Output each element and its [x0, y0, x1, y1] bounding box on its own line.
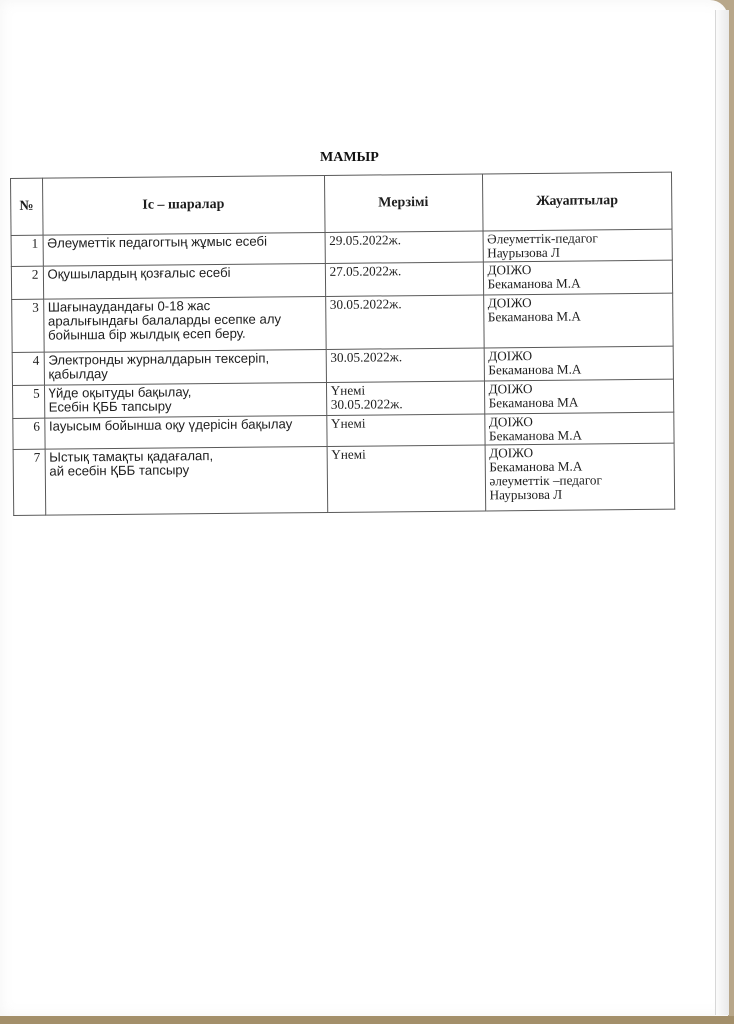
activity-line: қабылдау	[48, 366, 108, 382]
deadline-line: 30.05.2022ж.	[330, 396, 403, 412]
responsible-cell	[485, 443, 675, 511]
responsible-cell	[483, 293, 673, 348]
responsible-line: Бекаманова М.А	[487, 308, 581, 325]
responsible-line: Бекаманова М.А	[487, 275, 581, 292]
row-number: 2	[11, 266, 43, 299]
column-header-responsible: Жауаптылар	[482, 172, 672, 231]
deadline-line: 30.05.2022ж.	[329, 296, 402, 312]
activity-line: Әлеуметтік педагогтың жұмыс есебі	[47, 233, 268, 251]
responsible-line: ДОІЖО	[488, 347, 533, 364]
deadline-cell	[325, 231, 483, 264]
column-header-number: №	[11, 178, 43, 235]
activity-line: Оқушылардың қозғалыс есебі	[47, 264, 231, 282]
desk-background	[0, 1016, 734, 1024]
responsible-line: Бекаманова М.А	[488, 427, 583, 444]
deadline-line: Үнемі	[330, 382, 366, 398]
activity-line: бойынша бір жылдық есеп беру.	[48, 325, 246, 343]
activity-line: Есебін ҚББ тапсыру	[48, 398, 172, 415]
responsible-line: Наурызова Л	[489, 486, 563, 503]
table-row	[13, 443, 675, 515]
deadline-line: 29.05.2022ж.	[329, 232, 402, 248]
deadline-cell	[325, 262, 483, 297]
responsible-line: Бекаманова МА	[488, 394, 579, 411]
responsible-cell	[484, 379, 674, 414]
row-number: 5	[12, 385, 44, 418]
responsible-cell	[484, 412, 674, 445]
plan-table	[10, 172, 675, 516]
activity-line: Шағынаудандағы 0-18 жас	[47, 298, 211, 315]
responsible-line: ДОІЖО	[488, 380, 533, 397]
activity-cell	[44, 415, 326, 449]
activity-line: ай есебін ҚББ тапсыру	[49, 462, 190, 479]
deadline-line: Үнемі	[330, 415, 366, 431]
deadline-cell	[325, 295, 483, 350]
row-number: 3	[12, 299, 44, 352]
activity-cell	[44, 382, 326, 418]
row-number: 7	[13, 449, 45, 515]
deadline-cell	[326, 381, 484, 416]
responsible-line: ДОІЖО	[488, 413, 533, 430]
column-header-activities: Іс – шаралар	[42, 175, 325, 235]
activity-cell	[45, 446, 328, 515]
table-row	[12, 293, 673, 352]
document-title: МАМЫР	[320, 150, 379, 165]
responsible-line: Наурызова Л	[487, 244, 560, 261]
responsible-line: әлеуметтік –педагог	[489, 472, 602, 489]
row-number: 6	[13, 418, 45, 449]
deadline-line: 30.05.2022ж.	[330, 349, 403, 365]
activity-line: Іауысым бойынша оқу үдерісін бақылау	[48, 416, 293, 434]
deadline-cell	[326, 348, 484, 383]
deadline-line: 27.05.2022ж.	[329, 263, 402, 279]
responsible-line: Бекаманова М.А	[489, 458, 583, 475]
activity-line: Ыстық тамақты қадағалап,	[49, 448, 214, 465]
activity-line: Үйде оқытуды бақылау,	[48, 384, 192, 401]
activity-cell	[43, 263, 325, 299]
deadline-cell	[326, 414, 484, 447]
responsible-line: ДОІЖО	[487, 262, 532, 278]
activity-cell	[43, 232, 325, 266]
activity-cell	[43, 296, 326, 352]
responsible-line: ДОІЖО	[489, 444, 534, 461]
deadline-cell	[327, 445, 486, 513]
deadline-line: Үнемі	[331, 446, 366, 462]
responsible-cell	[483, 229, 673, 262]
activity-line: Электронды журналдарын тексеріп,	[48, 350, 270, 368]
column-header-deadline: Мерзімі	[324, 174, 482, 233]
paper-edge	[715, 10, 729, 1015]
activity-cell	[44, 349, 326, 385]
row-number: 4	[12, 352, 44, 385]
responsible-line: Бекаманова М.А	[488, 361, 582, 378]
responsible-line: ДОІЖО	[487, 294, 532, 311]
responsible-cell	[484, 346, 674, 381]
activity-line: аралығындағы балаларды есепке алу	[47, 311, 282, 329]
responsible-line: Әлеуметтік-педагог	[487, 230, 598, 247]
table-header-row	[11, 172, 673, 235]
responsible-cell	[483, 260, 673, 295]
row-number: 1	[11, 235, 43, 266]
